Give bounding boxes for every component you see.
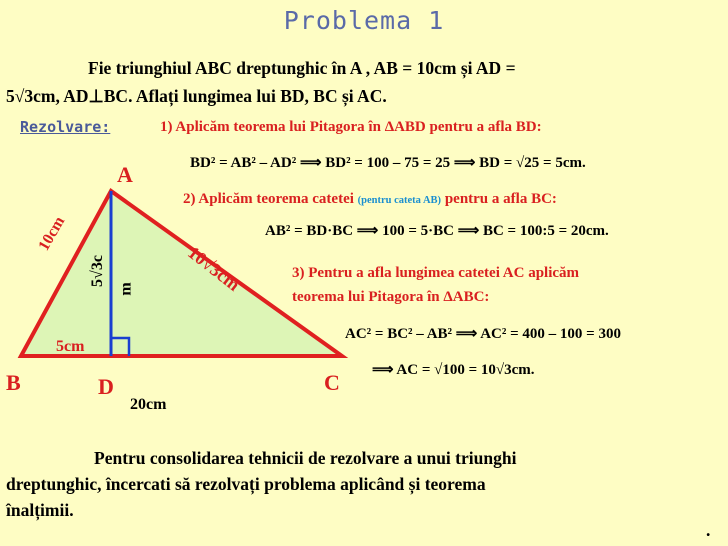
rezolvare-label: Rezolvare:: [20, 118, 111, 136]
side-ad-label: 5√3c: [88, 255, 106, 287]
vertex-a-label: A: [117, 162, 133, 187]
statement-line-2: 5√3cm, AD⊥BC. Aflați lungimea lui BD, BC și AC.: [6, 86, 387, 106]
step-3-heading-line-2: teorema lui Pitagora în ΔABC:: [292, 289, 490, 305]
step-1-equation: BD² = AB² – AD² ⟹ BD² = 100 – 75 = 25 ⟹ BD = √25 = 5cm.: [190, 155, 586, 171]
statement-line-1: Fie triunghiul ABC dreptunghic în A , AB = 10cm și AD =: [88, 58, 516, 78]
side-ac-label: 10√3cm: [184, 242, 244, 295]
side-bc-label: 20cm: [130, 396, 167, 413]
step-1-heading: 1) Aplicăm teorema lui Pitagora în ΔABD pentru a afla BD:: [160, 119, 542, 135]
conclusion-line-1: Pentru consolidarea tehnicii de rezolvare a unui triunghi: [94, 448, 517, 468]
vertex-d-label: D: [98, 374, 114, 399]
vertex-b-label: B: [6, 370, 21, 395]
step-2-text-b: pentru a afla BC:: [444, 191, 557, 207]
step-3-heading-line-1: 3) Pentru a afla lungimea catetei AC aplicăm: [292, 265, 580, 281]
segment-bd-label: 5cm: [56, 338, 85, 355]
conclusion-line-2: dreptunghic, încercati să rezolvați problema aplicând și teorema: [6, 474, 486, 494]
side-ad-unit-label: m: [117, 282, 135, 296]
side-ab-label: 10cm: [35, 213, 69, 254]
conclusion-line-3: înalțimii.: [6, 500, 74, 520]
step-2-equation: AB² = BD·BC ⟹ 100 = 5·BC ⟹ BC = 100:5 = 20cm.: [265, 223, 609, 239]
step-3-equation-2: ⟹ AC = √100 = 10√3cm.: [372, 362, 535, 378]
corner-mark: .: [706, 520, 711, 540]
page-title: Problema 1: [283, 6, 445, 35]
triangle-abc: [21, 191, 342, 356]
vertex-c-label: C: [324, 370, 340, 395]
step-2-text-a: 2) Aplicăm teorema catetei: [183, 191, 354, 207]
step-3-equation-1: AC² = BC² – AB² ⟹ AC² = 400 – 100 = 300: [345, 326, 621, 342]
step-2-note: (pentru cateta AB): [357, 195, 442, 206]
